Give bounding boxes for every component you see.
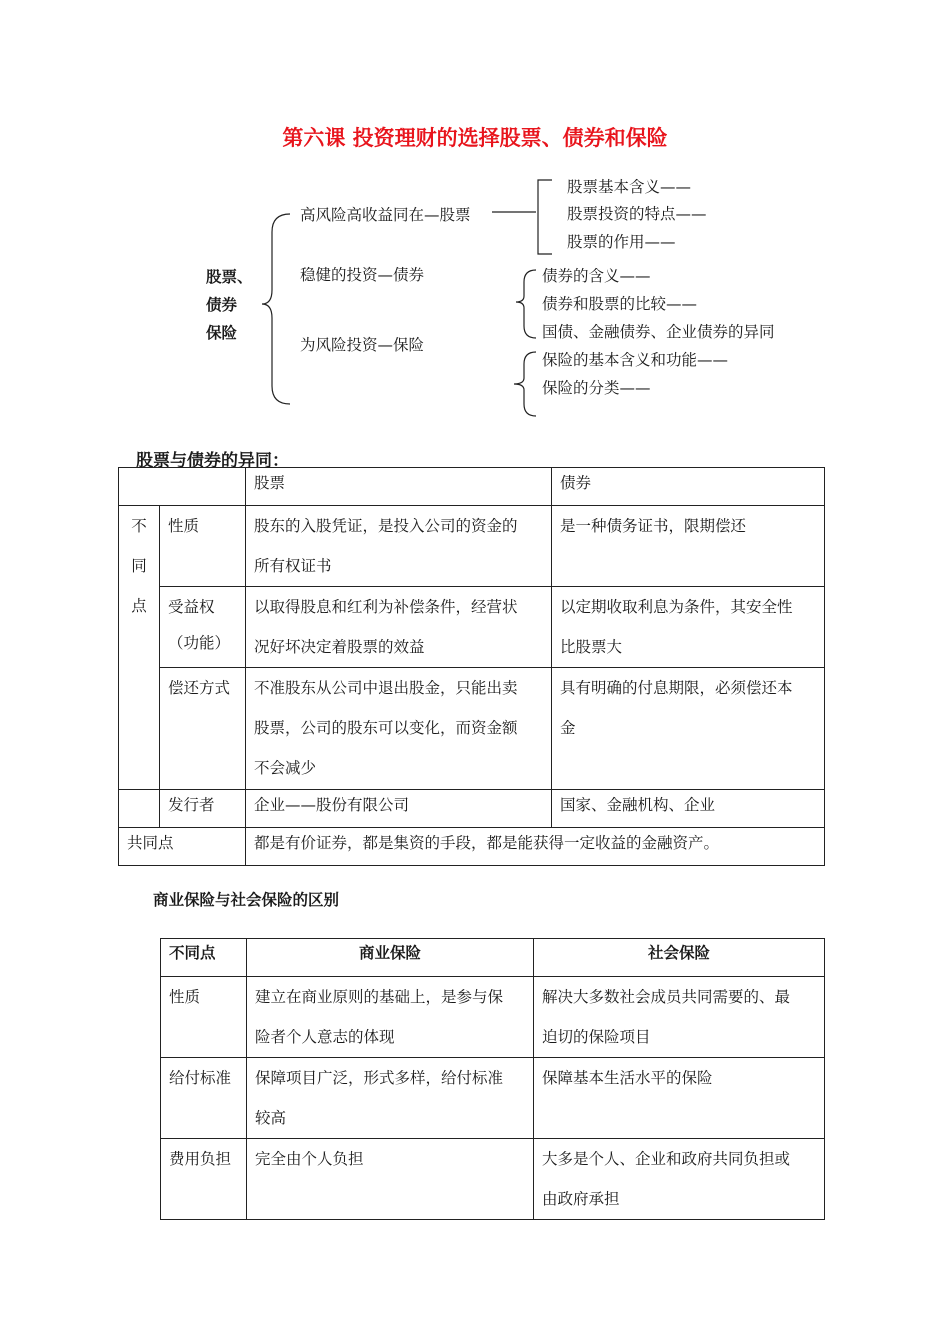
mindmap-root-3: 保险 [206, 324, 238, 342]
table-row [119, 790, 825, 828]
bond-cell [552, 506, 825, 587]
header-commercial: 商业保险 [247, 939, 534, 977]
cell-line: 解决大多数社会成员共同需要的、最 [542, 988, 791, 1006]
header-stock: 股票 [246, 468, 552, 506]
header-social: 社会保险 [534, 939, 825, 977]
table-cell [119, 468, 246, 506]
table-row [119, 828, 825, 866]
row-label: 发行者 [160, 790, 246, 828]
table-row [161, 1058, 825, 1139]
cell-line: 保障基本生活水平的保险 [542, 1069, 713, 1087]
mindmap-root-2: 债券 [206, 296, 238, 314]
cell-line: 完全由个人负担 [255, 1150, 364, 1168]
diff-label-2: 同 [131, 557, 147, 575]
stock-item-1: 股票基本含义—— [567, 178, 692, 196]
insurance-table [160, 938, 825, 1220]
cell-line: 迫切的保险项目 [542, 1028, 651, 1046]
diff-label-3: 点 [131, 597, 147, 615]
commercial-cell [247, 1139, 534, 1220]
commercial-cell [247, 977, 534, 1058]
cell-line: 金 [560, 719, 576, 737]
stock-bond-table [118, 467, 825, 866]
table-row [119, 587, 825, 668]
cell-line: 股票，公司的股东可以变化，而资金额 [254, 719, 518, 737]
cell-line: 保障项目广泛，形式多样，给付标准 [255, 1069, 504, 1087]
cell-line: 股东的入股凭证，是投入公司的资金的 [254, 517, 518, 535]
table-row [119, 468, 825, 506]
stock-cell [246, 587, 552, 668]
row-label: 性质 [161, 977, 247, 1058]
table-row [161, 939, 825, 977]
bond-item-2: 债券和股票的比较—— [542, 295, 698, 313]
branch-stock: 高风险高收益同在—股票 [300, 206, 471, 224]
stock-bracket [538, 180, 552, 254]
main-brace [262, 214, 290, 404]
cell-line: 具有明确的付息期限，必须偿还本 [560, 679, 793, 697]
stock-item-2: 股票投资的特点—— [567, 205, 707, 223]
bond-cell [552, 587, 825, 668]
cell-line: 不会减少 [254, 759, 317, 777]
cell-line: 由政府承担 [542, 1190, 620, 1208]
diff-label [119, 506, 160, 790]
stock-cell [246, 668, 552, 790]
insurance-item-2: 保险的分类—— [542, 379, 651, 397]
social-cell [534, 977, 825, 1058]
stock-cell [246, 506, 552, 587]
row-label: 给付标准 [161, 1058, 247, 1139]
insurance-item-1: 保险的基本含义和功能—— [542, 351, 729, 369]
cell-line: 比股票大 [560, 638, 623, 656]
row-label-sub: （功能） [168, 634, 231, 652]
cell-line: 是一种债务证书，限期偿还 [560, 517, 747, 535]
bond-cell [552, 668, 825, 790]
table-row [161, 1139, 825, 1220]
row-label-main: 受益权 [168, 598, 215, 616]
table-row [119, 668, 825, 790]
common-text: 都是有价证券，都是集资的手段，都是能获得一定收益的金融资产。 [246, 828, 825, 866]
mindmap-brackets [0, 0, 950, 440]
cell-line: 险者个人意志的体现 [255, 1028, 395, 1046]
cell-line: 较高 [255, 1109, 287, 1127]
table-row [161, 977, 825, 1058]
diff-label-1: 不 [131, 517, 147, 535]
cell-line: 大多是个人、企业和政府共同负担或 [542, 1150, 791, 1168]
branch-insurance: 为风险投资—保险 [300, 336, 425, 354]
table-row [119, 506, 825, 587]
mindmap-root-1: 股票、 [206, 268, 253, 286]
table1-heading: 股票与债券的异同： [136, 451, 289, 471]
common-label: 共同点 [119, 828, 246, 866]
commercial-cell [247, 1058, 534, 1139]
table-cell [119, 790, 160, 828]
page-title: 第六课 投资理财的选择股票、债券和保险 [282, 126, 668, 150]
stock-cell: 企业——股份有限公司 [246, 790, 552, 828]
cell-line: 不准股东从公司中退出股金，只能出卖 [254, 679, 518, 697]
table2-heading: 商业保险与社会保险的区别 [153, 891, 340, 909]
bond-item-3: 国债、金融债券、企业债券的异同 [542, 323, 775, 341]
row-label: 性质 [160, 506, 246, 587]
row-label [160, 587, 246, 668]
insurance-brace [514, 352, 536, 416]
cell-line: 以定期收取利息为条件，其安全性 [560, 598, 793, 616]
bond-item-1: 债券的含义—— [542, 267, 651, 285]
stock-item-3: 股票的作用—— [567, 233, 676, 251]
cell-line: 以取得股息和红利为补偿条件，经营状 [254, 598, 518, 616]
social-cell [534, 1139, 825, 1220]
cell-line: 所有权证书 [254, 557, 332, 575]
row-label: 偿还方式 [160, 668, 246, 790]
cell-line: 况好坏决定着股票的效益 [254, 638, 425, 656]
header-bond: 债券 [552, 468, 825, 506]
header-diff: 不同点 [161, 939, 247, 977]
bond-brace [516, 270, 536, 338]
cell-line: 建立在商业原则的基础上，是参与保 [255, 988, 504, 1006]
row-label: 费用负担 [161, 1139, 247, 1220]
branch-bond: 稳健的投资—债券 [300, 266, 425, 284]
bond-cell: 国家、金融机构、企业 [552, 790, 825, 828]
social-cell [534, 1058, 825, 1139]
